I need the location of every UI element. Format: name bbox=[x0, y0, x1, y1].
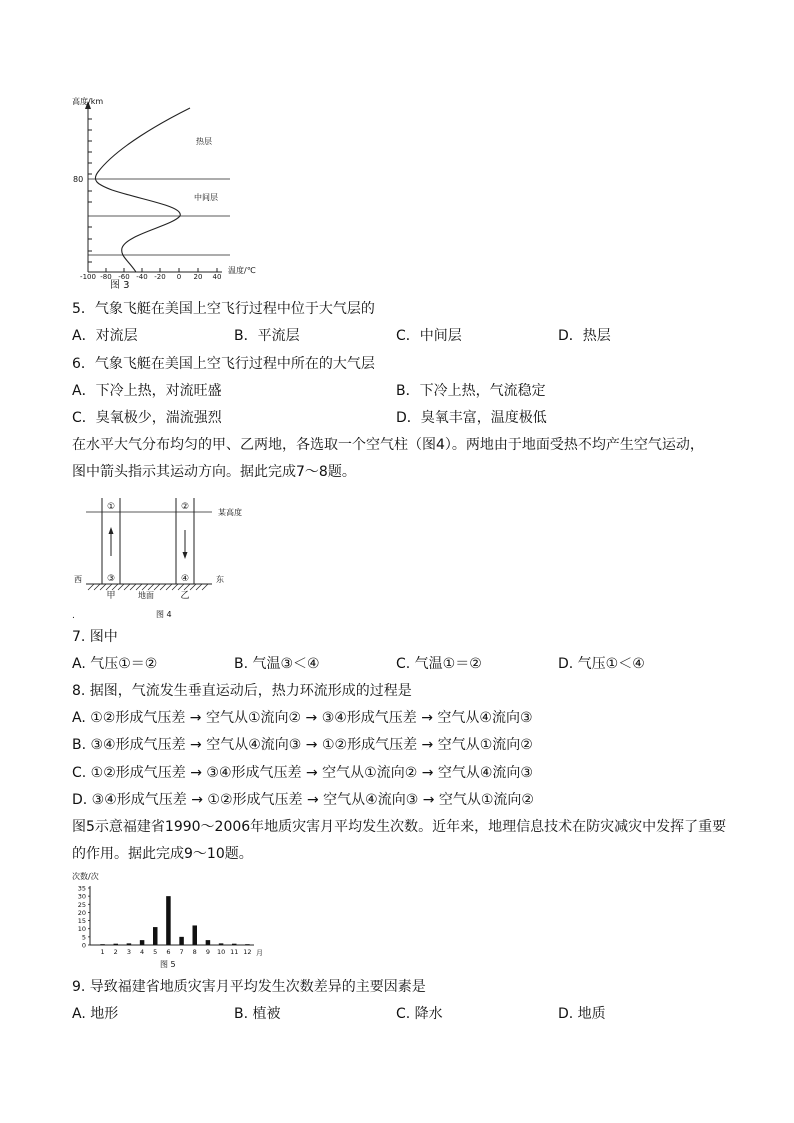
fig5-bar-month-6 bbox=[166, 896, 171, 945]
fig4-west-label: 西 bbox=[74, 575, 82, 584]
fig5-y-tick-label: 35 bbox=[77, 884, 86, 893]
fig5-bar-month-3 bbox=[127, 943, 132, 945]
fig3-x-ticks bbox=[88, 268, 217, 272]
fig5-y-tick-label: 20 bbox=[77, 908, 86, 917]
fig3-caption: 图 3 bbox=[110, 280, 130, 291]
svg-text:-20: -20 bbox=[154, 273, 166, 280]
figure-3-atmosphere-diagram bbox=[72, 92, 272, 280]
svg-text:0: 0 bbox=[176, 273, 182, 280]
fig5-y-tick-label: 25 bbox=[77, 900, 86, 909]
q6-option-a[interactable]: A．下冷上热，对流旺盛 bbox=[72, 383, 222, 399]
figure-4-air-column-diagram bbox=[72, 494, 262, 624]
fig4-stray-dot: . bbox=[72, 611, 75, 621]
q5-option-c[interactable]: C．中间层 bbox=[396, 328, 462, 344]
q7-stem: 7. 图中 bbox=[72, 629, 118, 645]
fig3-y-tick-80: 80 bbox=[73, 175, 84, 184]
q8-option-a[interactable]: A. ①②形成气压差 → 空气从①流向② → ③④形成气压差 → 空气从④流向③ bbox=[72, 710, 533, 726]
fig4-ground-label: 地面 bbox=[138, 591, 154, 600]
fig5-y-tick-label: 15 bbox=[77, 917, 86, 926]
fig5-caption: 图 5 bbox=[160, 960, 176, 969]
fig5-x-tick-label: 8 bbox=[192, 948, 197, 956]
q8-option-d[interactable]: D. ③④形成气压差 → ①②形成气压差 → 空气从④流向③ → 空气从①流向② bbox=[72, 792, 534, 808]
q5-stem: 5．气象飞艇在美国上空飞行过程中位于大气层的 bbox=[72, 301, 375, 317]
intro78-line2: 图中箭头指示其运动方向。据此完成7～8题。 bbox=[72, 464, 356, 480]
fig4-height-label: 某高度 bbox=[218, 508, 242, 517]
fig5-x-tick-label: 10 bbox=[216, 948, 226, 956]
fig4-arrow-down-head bbox=[183, 552, 188, 559]
fig5-x-tick-label: 11 bbox=[230, 948, 239, 956]
fig5-x-tick-label: 5 bbox=[153, 948, 158, 956]
fig4-label-p4: ④ bbox=[180, 574, 190, 584]
q9-option-d[interactable]: D. 地质 bbox=[558, 1006, 606, 1022]
fig5-x-tick-label: 9 bbox=[205, 948, 210, 956]
q6-stem: 6．气象飞艇在美国上空飞行过程中所在的大气层 bbox=[72, 356, 375, 372]
fig5-x-tick-label: 2 bbox=[113, 948, 118, 956]
intro910-line2: 的作用。据此完成9～10题。 bbox=[72, 846, 253, 862]
fig5-x-tick-label: 4 bbox=[140, 948, 145, 956]
fig3-layer-thermosphere: 热层 bbox=[196, 137, 212, 146]
q5-option-b[interactable]: B．平流层 bbox=[234, 328, 300, 344]
q9-option-a[interactable]: A. 地形 bbox=[72, 1006, 119, 1022]
fig4-ground-hatching bbox=[88, 584, 208, 590]
svg-text:-40: -40 bbox=[136, 273, 148, 280]
fig5-bar-month-1 bbox=[100, 944, 105, 945]
fig5-y-tick-label: 0 bbox=[81, 941, 86, 950]
q7-option-a[interactable]: A. 气压①＝② bbox=[72, 656, 158, 672]
q7-option-c[interactable]: C. 气温①＝② bbox=[396, 656, 482, 672]
q8-stem: 8. 据图，气流发生垂直运动后，热力环流形成的过程是 bbox=[72, 683, 412, 699]
fig5-x-tick-labels bbox=[101, 948, 252, 956]
svg-text:-100: -100 bbox=[80, 273, 96, 280]
q7-option-d[interactable]: D. 气压①＜④ bbox=[558, 656, 645, 672]
q8-option-c[interactable]: C. ①②形成气压差 → ③④形成气压差 → 空气从①流向② → 空气从④流向③ bbox=[72, 765, 533, 781]
intro910-line1: 图5示意福建省1990～2006年地质灾害月平均发生次数。近年来，地理信息技术在防灾减灾中发挥了重要 bbox=[72, 819, 727, 835]
fig5-bar-month-4 bbox=[140, 940, 145, 945]
svg-text:40: 40 bbox=[212, 273, 222, 280]
fig3-temperature-curve bbox=[95, 108, 190, 272]
fig4-site-a: 甲 bbox=[106, 591, 116, 601]
svg-text:-80: -80 bbox=[100, 273, 112, 280]
fig3-y-axis-label: 高度/km bbox=[72, 97, 104, 106]
fig5-bar-month-2 bbox=[114, 944, 119, 945]
fig5-bar-month-9 bbox=[206, 940, 211, 945]
q9-option-c[interactable]: C. 降水 bbox=[396, 1006, 443, 1022]
fig3-layer-mesosphere: 中间层 bbox=[194, 193, 218, 202]
fig5-y-tick-label: 10 bbox=[77, 925, 86, 934]
q6-option-d[interactable]: D．臭氧丰富，温度极低 bbox=[396, 410, 547, 426]
q6-option-c[interactable]: C．臭氧极少，湍流强烈 bbox=[72, 410, 222, 426]
q8-option-b[interactable]: B. ③④形成气压差 → 空气从④流向③ → ①②形成气压差 → 空气从①流向② bbox=[72, 737, 533, 753]
fig4-caption: 图 4 bbox=[156, 610, 172, 619]
fig3-x-axis-label: 温度/℃ bbox=[228, 266, 256, 275]
fig5-bar-month-11 bbox=[232, 944, 237, 945]
fig5-bar-month-10 bbox=[219, 943, 224, 945]
fig4-label-p3: ③ bbox=[106, 574, 116, 584]
fig5-bars bbox=[100, 896, 249, 945]
svg-text:20: 20 bbox=[193, 273, 203, 280]
fig4-arrow-up-head bbox=[109, 527, 114, 534]
fig5-x-tick-label: 1 bbox=[100, 948, 105, 956]
fig5-x-tick-label: 7 bbox=[179, 948, 184, 956]
fig3-x-tick-labels bbox=[80, 273, 221, 280]
q9-option-b[interactable]: B. 植被 bbox=[234, 1006, 281, 1022]
q9-stem: 9. 导致福建省地质灾害月平均发生次数差异的主要因素是 bbox=[72, 979, 426, 995]
fig5-y-axis-label: 次数/次 bbox=[72, 872, 99, 881]
svg-text:-60: -60 bbox=[118, 273, 130, 280]
fig5-x-axis-label: 月 bbox=[256, 949, 263, 957]
fig5-bar-month-7 bbox=[179, 937, 184, 945]
fig5-y-tick-label: 5 bbox=[81, 933, 86, 942]
fig5-bar-month-12 bbox=[245, 944, 250, 945]
q7-option-b[interactable]: B. 气温③＜④ bbox=[234, 656, 320, 672]
fig4-label-p1: ① bbox=[106, 502, 116, 512]
fig5-y-ticks bbox=[78, 885, 90, 950]
fig4-label-p2: ② bbox=[180, 502, 190, 512]
fig4-east-label: 东 bbox=[216, 575, 224, 584]
fig5-x-tick-label: 12 bbox=[243, 948, 252, 956]
q5-option-a[interactable]: A．对流层 bbox=[72, 328, 138, 344]
q6-option-b[interactable]: B．下冷上热，气流稳定 bbox=[396, 383, 546, 399]
fig5-bar-month-8 bbox=[193, 925, 198, 945]
fig5-y-tick-label: 30 bbox=[77, 892, 86, 901]
fig5-bar-month-5 bbox=[153, 927, 158, 945]
intro78-line1: 在水平大气分布均匀的甲、乙两地，各选取一个空气柱（图4）。两地由于地面受热不均产生空气运动， bbox=[72, 437, 704, 453]
fig5-x-tick-label: 3 bbox=[126, 948, 131, 956]
q5-option-d[interactable]: D．热层 bbox=[558, 328, 611, 344]
fig5-x-tick-label: 6 bbox=[166, 948, 171, 956]
fig3-y-ticks bbox=[88, 119, 92, 262]
figure-5-bar-chart bbox=[72, 870, 272, 970]
fig4-site-b: 乙 bbox=[180, 591, 190, 601]
